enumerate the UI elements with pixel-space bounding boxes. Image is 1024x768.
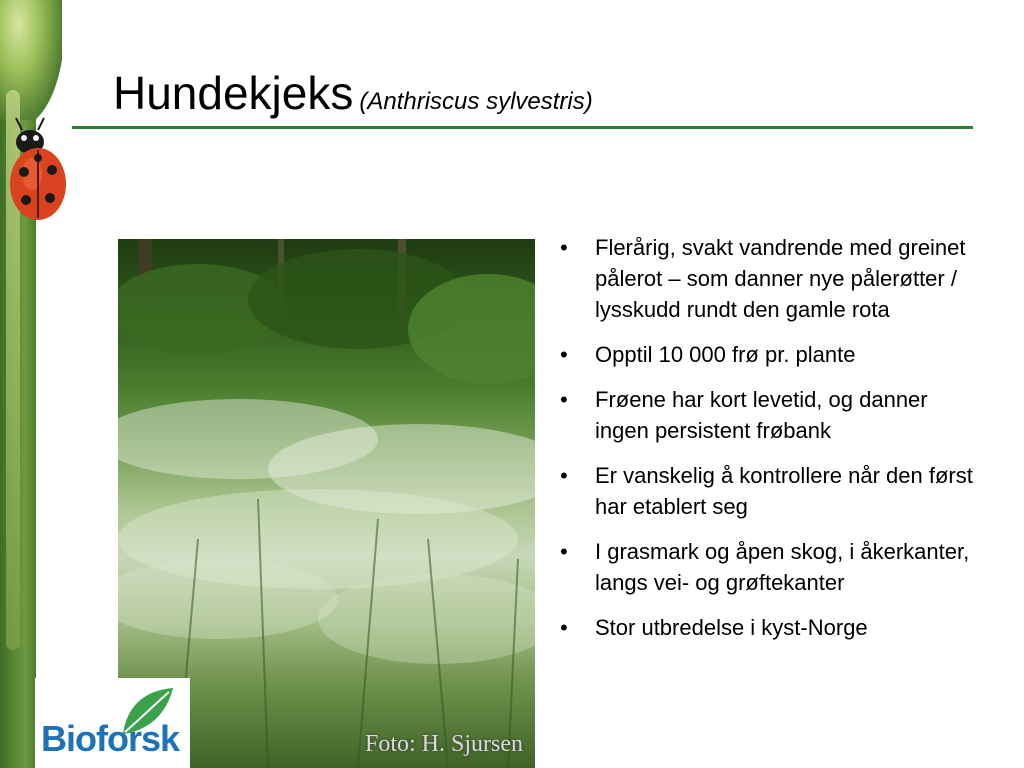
bullet-item (560, 460, 980, 522)
ladybug-icon (2, 112, 72, 224)
bioforsk-logo (35, 678, 190, 768)
photo-credit: Foto: H. Sjursen (364, 731, 523, 757)
title-underline (72, 126, 973, 129)
bullet-marker: • (560, 342, 568, 367)
title-latin-name: (Anthriscus sylvestris) (359, 88, 593, 115)
slide-title (113, 66, 593, 120)
bullet-text: Opptil 10 000 frø pr. plante (595, 342, 856, 367)
bullet-item (560, 384, 980, 446)
bullet-marker: • (560, 235, 568, 260)
bullet-list (560, 232, 980, 657)
bullet-item (560, 339, 980, 370)
bullet-text: Stor utbredelse i kyst-Norge (595, 615, 868, 640)
bullet-marker: • (560, 463, 568, 488)
bullet-item (560, 612, 980, 643)
bullet-item (560, 232, 980, 325)
bullet-marker: • (560, 539, 568, 564)
bullet-marker: • (560, 615, 568, 640)
bullet-text: Flerårig, svakt vandrende med greinet pålerot – som danner nye pålerøtter / lysskudd rundt den gamle rota (595, 235, 966, 322)
bullet-text: Er vanskelig å kontrollere når den først har etablert seg (595, 463, 973, 519)
bullet-marker: • (560, 387, 568, 412)
logo-wordmark: Bioforsk (41, 718, 180, 759)
title-main: Hundekjeks (113, 67, 354, 119)
bullet-text: I grasmark og åpen skog, i åkerkanter, langs vei- og grøftekanter (595, 539, 970, 595)
bullet-text: Frøene har kort levetid, og danner ingen persistent frøbank (595, 387, 928, 443)
bullet-item (560, 536, 980, 598)
